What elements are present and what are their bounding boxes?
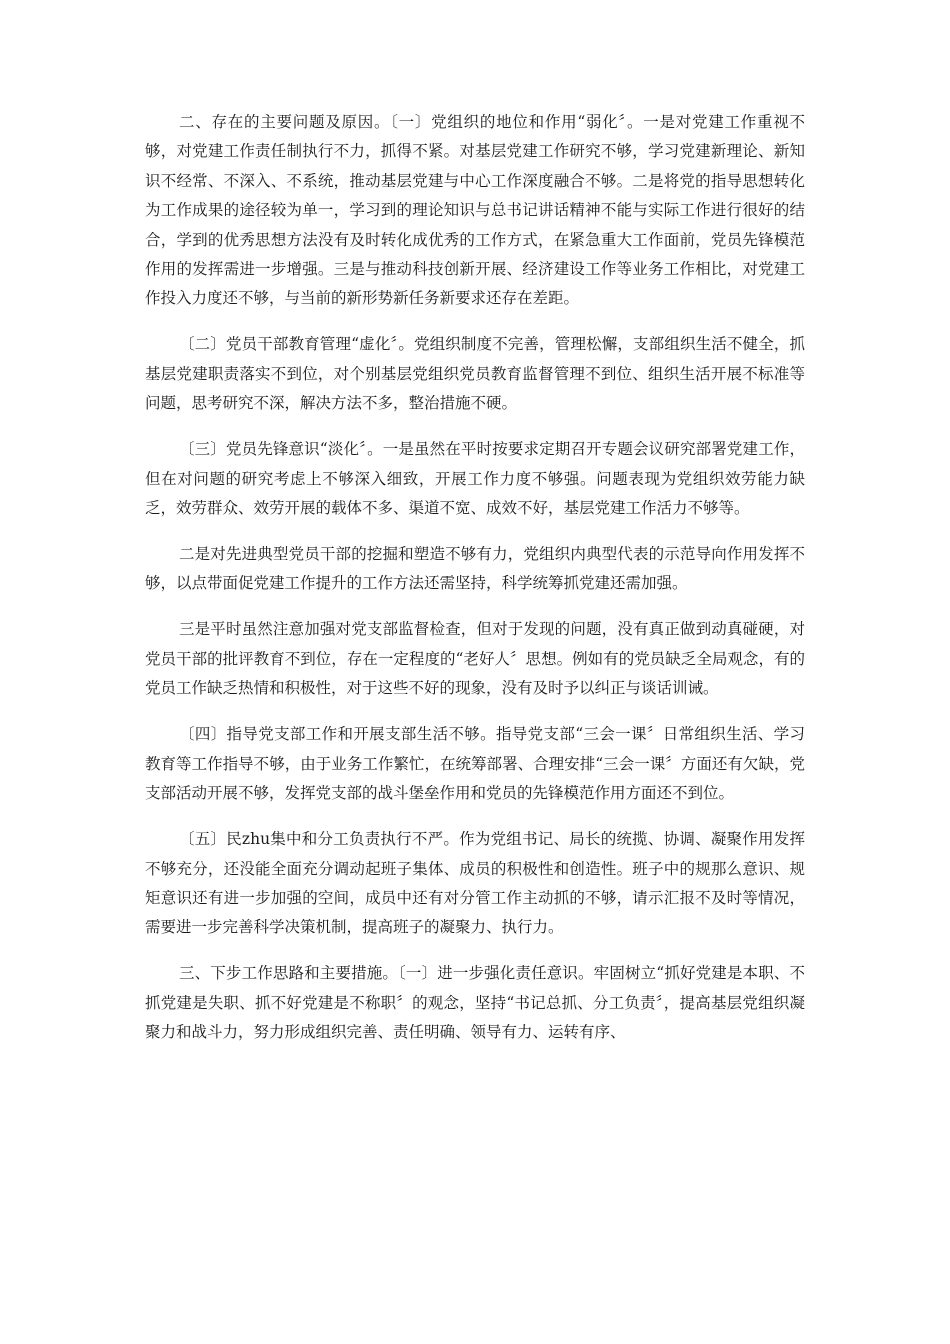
paragraph-next-steps: 三、下步工作思路和主要措施。〔一〕进一步强化责任意识。牢固树立“抓好党建是本职、不抓党建是失职、抓不好党建是不称职〞的观念，坚持“书记总抓、分工负责〞，提高基层党组织凝聚力和战斗力，努力形成组织完善、责任明确、领导有力、运转有序、 (145, 964, 805, 1042)
paragraph-education-management: 〔二〕党员干部教育管理“虚化〞。党组织制度不完善，管理松懈，支部组织生活不健全，抓基层党建职责落实不到位，对个别基层党组织党员教育监督管理不到位、组织生活开展不标准等问题，思考研究不深，解决方法不多，整治措施不硬。 (145, 335, 805, 413)
paragraph-problems-weakening: 二、存在的主要问题及原因。〔一〕党组织的地位和作用“弱化〞。一是对党建工作重视不够，对党建工作责任制执行不力，抓得不紧。对基层党建工作研究不够，学习党建新理论、新知识不经常、不深入、不系统，推动基层党建与中心工作深度融合不够。二是将党的指导思想转化为工作成果的途径较为单一，学习到的理论知识与总书记讲话精神不能与实际工作进行很好的结合，学到的优秀思想方法没有及时转化成优秀的工作方式，在紧急重大工作面前，党员先锋模范作用的发挥需进一步增强。三是与推动科技创新开展、经济建设工作等业务工作相比，对党建工作投入力度还不够，与当前的新形势新任务新要求还存在差距。 (145, 113, 805, 308)
paragraph-model-members: 二是对先进典型党员干部的挖掘和塑造不够有力，党组织内典型代表的示范导向作用发挥不够，以点带面促党建工作提升的工作方法还需坚持，科学统筹抓党建还需加强。 (145, 545, 805, 593)
document-body (145, 108, 805, 1064)
paragraph-supervision: 三是平时虽然注意加强对党支部监督检查，但对于发现的问题，没有真正做到动真碰硬，对党员干部的批评教育不到位，存在一定程度的“老好人〞思想。例如有的党员缺乏全局观念，有的党员工作缺乏热情和积极性，对于这些不好的现象，没有及时予以纠正与谈话训诫。 (145, 620, 805, 698)
paragraph-branch-guidance: 〔四〕指导党支部工作和开展支部生活不够。指导党支部“三会一课〞日常组织生活、学习教育等工作指导不够，由于业务工作繁忙，在统筹部署、合理安排“三会一课〞方面还有欠缺，党支部活动开展不够，发挥党支部的战斗堡垒作用和党员的先锋模范作用方面还不到位。 (145, 725, 805, 803)
paragraph-vanguard-awareness: 〔三〕党员先锋意识“淡化〞。一是虽然在平时按要求定期召开专题会议研究部署党建工作，但在对问题的研究考虑上不够深入细致，开展工作力度不够强。问题表现为党组织效劳能力缺乏，效劳群众、效劳开展的载体不多、渠道不宽、成效不好，基层党建工作活力不够等。 (145, 440, 805, 518)
paragraph-democratic-centralism: 〔五〕民zhu集中和分工负责执行不严。作为党组书记、局长的统揽、协调、凝聚作用发挥不够充分，还没能全面充分调动起班子集体、成员的积极性和创造性。班子中的规那么意识、规矩意识还有进一步加强的空间，成员中还有对分管工作主动抓的不够，请示汇报不及时等情况，需要进一步完善科学决策机制，提高班子的凝聚力、执行力。 (145, 830, 805, 937)
